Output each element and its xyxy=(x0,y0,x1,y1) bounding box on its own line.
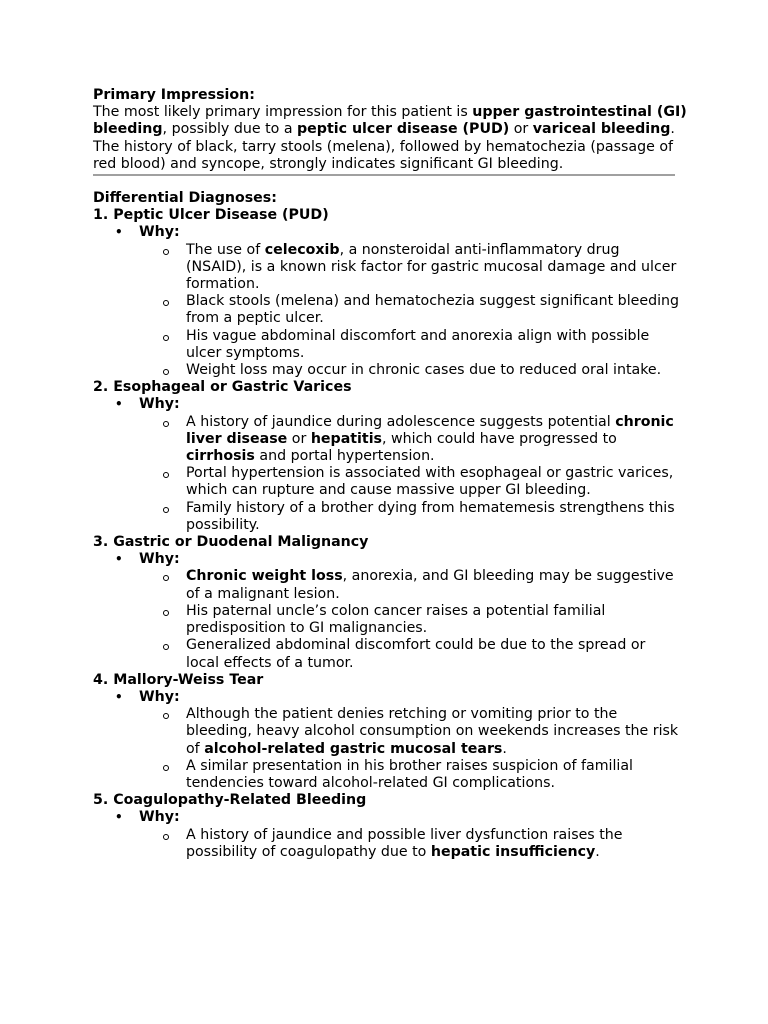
reason-item: Chronic weight loss, anorexia, and GI bleeding may be suggestive of a malignant lesion. xyxy=(93,568,682,602)
reason-item: A history of jaundice during adolescence suggests potential chronic liver disease or hepatitis, which could have progressed to cirrhosis and portal hypertension. xyxy=(93,414,682,466)
circle-bullet-icon xyxy=(163,472,169,478)
circle-bullet-icon xyxy=(163,834,169,840)
why-label: • Why: xyxy=(115,224,180,241)
circle-bullet-icon xyxy=(163,713,169,719)
bullet-icon: • xyxy=(115,689,123,704)
diagnosis-title: 4. Mallory-Weiss Tear xyxy=(93,671,264,688)
reason-item: His paternal uncle’s colon cancer raises a potential familial predisposition to GI malignancies. xyxy=(93,603,682,637)
reason-item: His vague abdominal discomfort and anorexia align with possible ulcer symptoms. xyxy=(93,328,682,362)
horizontal-rule xyxy=(93,174,675,176)
why-label: • Why: xyxy=(115,688,180,705)
document-page xyxy=(93,87,693,861)
circle-bullet-icon xyxy=(163,300,169,306)
differential-list xyxy=(93,207,693,861)
why-label: • Why: xyxy=(115,551,180,568)
circle-bullet-icon xyxy=(163,421,169,427)
why-label: • Why: xyxy=(115,809,180,826)
reason-item: Generalized abdominal discomfort could be due to the spread or local effects of a tumor. xyxy=(93,637,682,671)
reason-item: Weight loss may occur in chronic cases due to reduced oral intake. xyxy=(93,362,682,379)
diagnosis-title: 3. Gastric or Duodenal Malignancy xyxy=(93,534,369,551)
circle-bullet-icon xyxy=(163,575,169,581)
reason-item: Black stools (melena) and hematochezia suggest significant bleeding from a peptic ulcer. xyxy=(93,293,682,327)
circle-bullet-icon xyxy=(163,610,169,616)
bullet-icon: • xyxy=(115,552,123,567)
why-label: • Why: xyxy=(115,396,180,413)
circle-bullet-icon xyxy=(163,644,169,650)
circle-bullet-icon xyxy=(163,369,169,375)
bullet-icon: • xyxy=(115,810,123,825)
reason-item: Although the patient denies retching or vomiting prior to the bleeding, heavy alcohol consumption on weekends increases the risk of alcohol-related gastric mucosal tears. xyxy=(93,706,682,758)
reason-item: Portal hypertension is associated with esophageal or gastric varices, which can rupture and cause massive upper GI bleeding. xyxy=(93,465,682,499)
diagnosis-title: 5. Coagulopathy-Related Bleeding xyxy=(93,792,367,809)
circle-bullet-icon xyxy=(163,335,169,341)
primary-impression-heading: Primary Impression: xyxy=(93,87,255,103)
reason-item: A history of jaundice and possible liver dysfunction raises the possibility of coagulopathy due to hepatic insufficiency. xyxy=(93,827,682,861)
diagnosis-title: 1. Peptic Ulcer Disease (PUD) xyxy=(93,207,329,224)
circle-bullet-icon xyxy=(163,765,169,771)
bullet-icon: • xyxy=(115,225,123,240)
diagnosis-title: 2. Esophageal or Gastric Varices xyxy=(93,379,352,396)
bullet-icon: • xyxy=(115,397,123,412)
circle-bullet-icon xyxy=(163,507,169,513)
reason-item: A similar presentation in his brother raises suspicion of familial tendencies toward alcohol-related GI complications. xyxy=(93,758,682,792)
reason-item: The use of celecoxib, a nonsteroidal anti-inflammatory drug (NSAID), is a known risk factor for gastric mucosal damage and ulcer formation. xyxy=(93,242,682,294)
differential-heading: Differential Diagnoses: xyxy=(93,190,277,207)
circle-bullet-icon xyxy=(163,249,169,255)
primary-impression-text: The most likely primary impression for this patient is upper gastrointestinal (GI) bleeding, possibly due to a peptic ulcer disease (PUD) or variceal bleeding. The history of black, tarry stools (melena), followed by hematochezia (passage of red blood) and syncope, strongly indicates significant GI bleeding. xyxy=(93,104,687,172)
reason-item: Family history of a brother dying from hematemesis strengthens this possibility. xyxy=(93,500,682,534)
